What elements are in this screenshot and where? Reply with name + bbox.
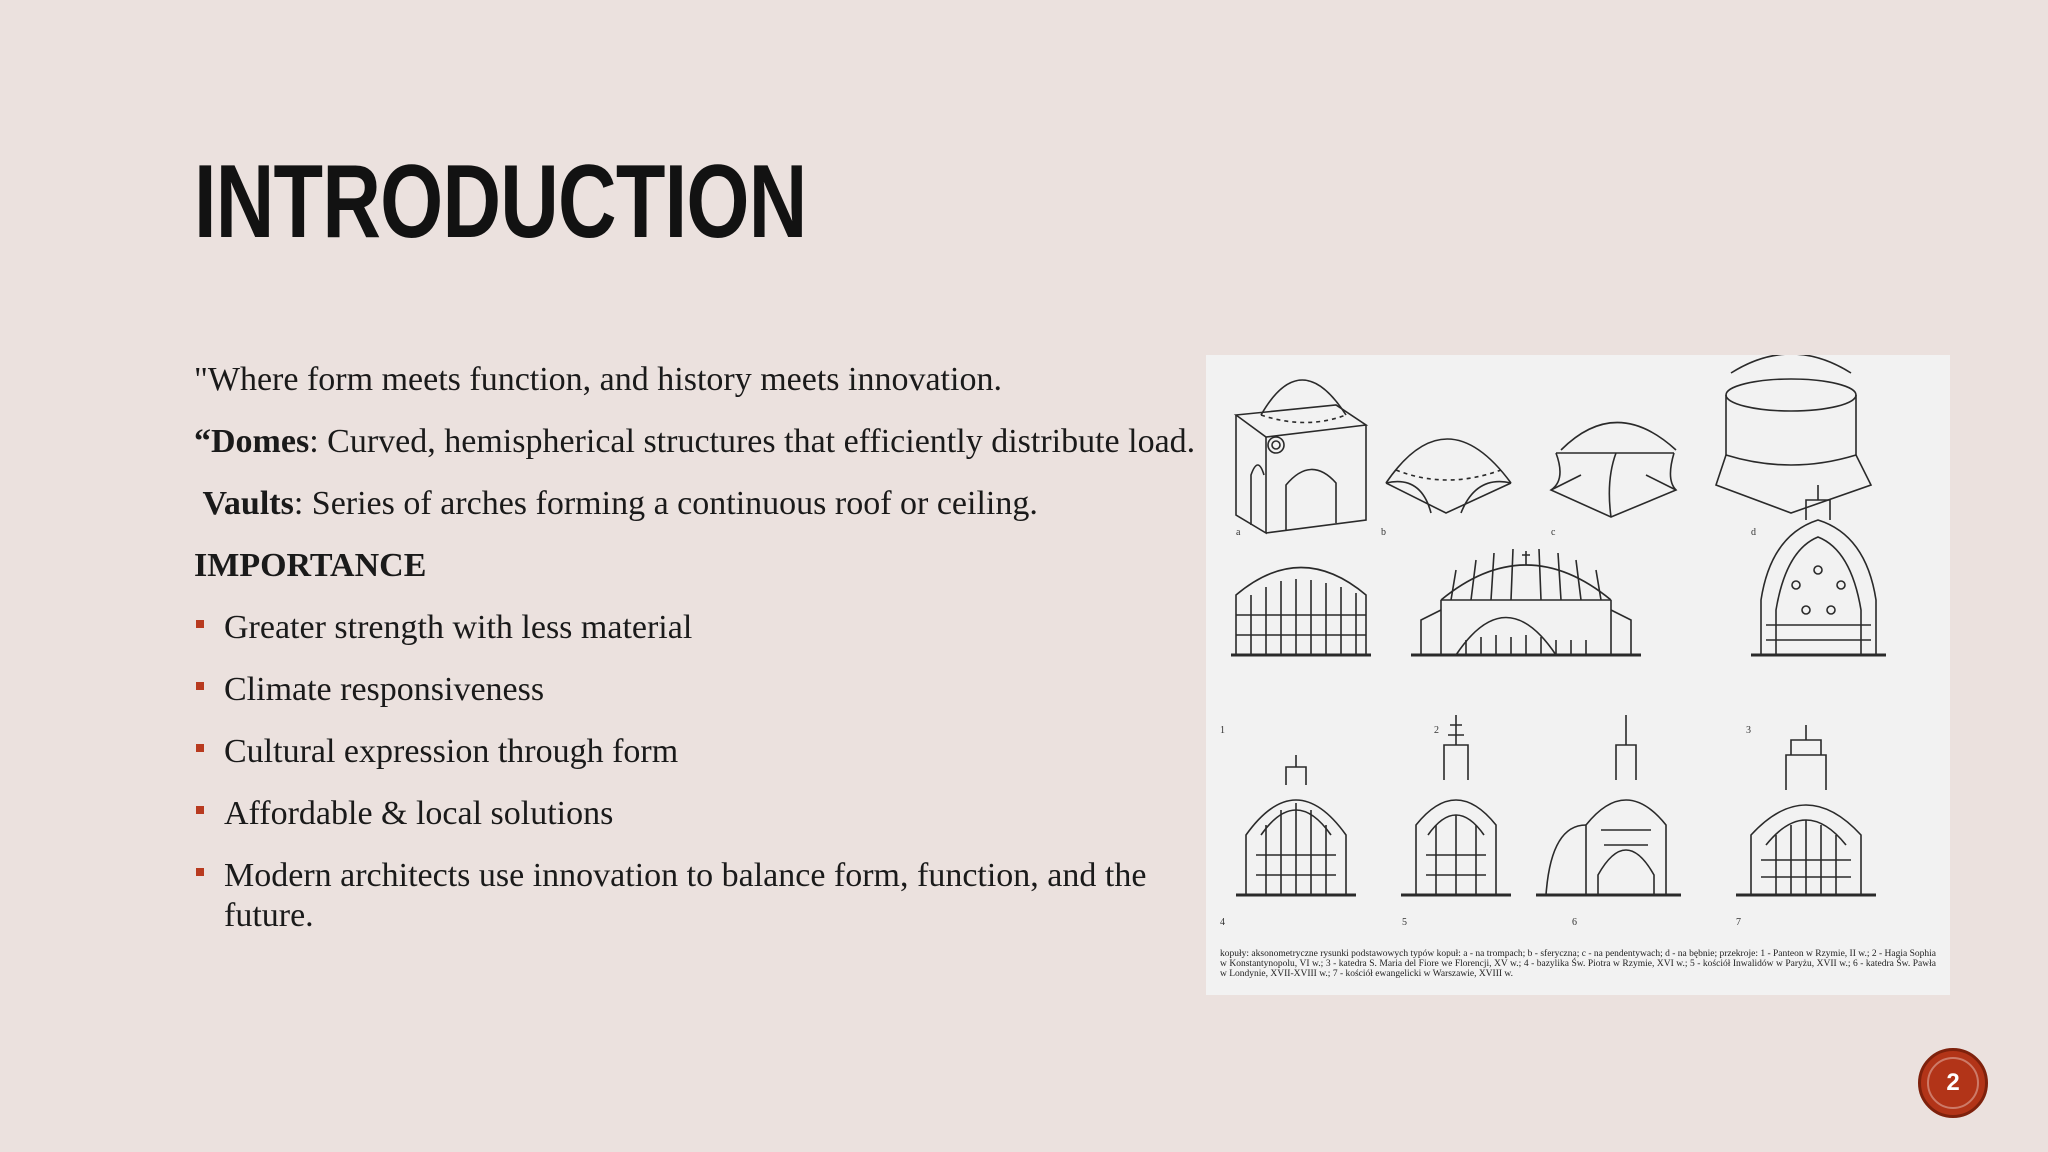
list-item (194, 794, 1204, 834)
dome-type-d-drawing (1716, 355, 1871, 513)
list-item (194, 608, 1204, 648)
bullet-square-icon (196, 620, 204, 628)
fig-label-3: 3 (1746, 725, 1751, 736)
figure-caption: kopuły: aksonometryczne rysunki podstawowych typów kopuł: a - na trompach; b - sferyczna; c - na pendentywach; d - na bębnie; przekroje: 1 - Panteon w Rzymie, II w.; 2 - Hagia Sophia w Konstantynopolu, VI w.; 3 - katedra S. Maria del Fiore we Florencji, XV w.; 4 - bazylika Św. Piotra w Rzymie, XVI w.; 5 - kościół Inwalidów w Paryżu, XVII w.; 6 - katedra Św. Pawła w Londynie, XVII-XVIII w.; 7 - kościół ewangelicki w Warszawie, XVIII w. (1220, 949, 1936, 979)
bullet-square-icon (196, 806, 204, 814)
fig-label-2: 2 (1434, 725, 1439, 736)
vaults-description: : Series of arches forming a continuous roof or ceiling. (293, 485, 1038, 522)
st-peters-section-drawing (1236, 755, 1356, 895)
bullet-square-icon (196, 868, 204, 876)
dome-types-illustration (1206, 355, 1950, 995)
fig-label-c: c (1551, 527, 1556, 538)
domes-term: “Domes (194, 423, 310, 460)
bullet-text: Affordable & local solutions (224, 795, 614, 832)
fig-label-7: 7 (1736, 917, 1741, 928)
list-item (194, 732, 1204, 772)
florence-cathedral-section-drawing (1751, 485, 1886, 655)
bullet-text: Greater strength with less material (224, 609, 693, 646)
fig-label-6: 6 (1572, 917, 1577, 928)
dome-type-c-drawing (1551, 423, 1676, 518)
fig-label-d: d (1751, 527, 1756, 538)
vaults-definition (194, 484, 1204, 524)
les-invalides-section-drawing (1401, 715, 1511, 895)
fig-label-b: b (1381, 527, 1386, 538)
warsaw-church-section-drawing (1736, 725, 1876, 895)
fig-label-4: 4 (1220, 917, 1225, 928)
list-item (194, 856, 1204, 936)
bullet-square-icon (196, 744, 204, 752)
quote-text: "Where form meets function, and history meets innovation. (194, 361, 1002, 398)
importance-list (194, 608, 1204, 936)
dome-drawings (1206, 355, 1950, 955)
bullet-text: Cultural expression through form (224, 733, 679, 770)
hagia-sophia-section-drawing (1411, 549, 1641, 655)
slide-title: INTRODUCTION (194, 144, 807, 260)
fig-label-a: a (1236, 527, 1241, 538)
list-item (194, 670, 1204, 710)
st-pauls-section-drawing (1536, 715, 1681, 895)
page-number: 2 (1946, 1069, 1960, 1096)
bullet-square-icon (196, 682, 204, 690)
importance-heading: IMPORTANCE (194, 547, 427, 584)
fig-label-5: 5 (1402, 917, 1407, 928)
fig-label-1: 1 (1220, 725, 1225, 736)
domes-description: : Curved, hemispherical structures that efficiently distribute load. (309, 423, 1196, 460)
dome-type-b-drawing (1386, 439, 1511, 513)
slide-body (194, 360, 1204, 958)
dome-type-a-drawing (1236, 380, 1366, 533)
bullet-text: Climate responsiveness (224, 671, 545, 708)
pantheon-section-drawing (1231, 568, 1371, 656)
page-number-badge (1918, 1048, 1988, 1118)
bullet-text: Modern architects use innovation to balance form, function, and the future. (224, 857, 1147, 934)
vaults-term: Vaults (202, 485, 294, 522)
badge-ring (1927, 1057, 1979, 1109)
domes-definition (194, 422, 1204, 462)
